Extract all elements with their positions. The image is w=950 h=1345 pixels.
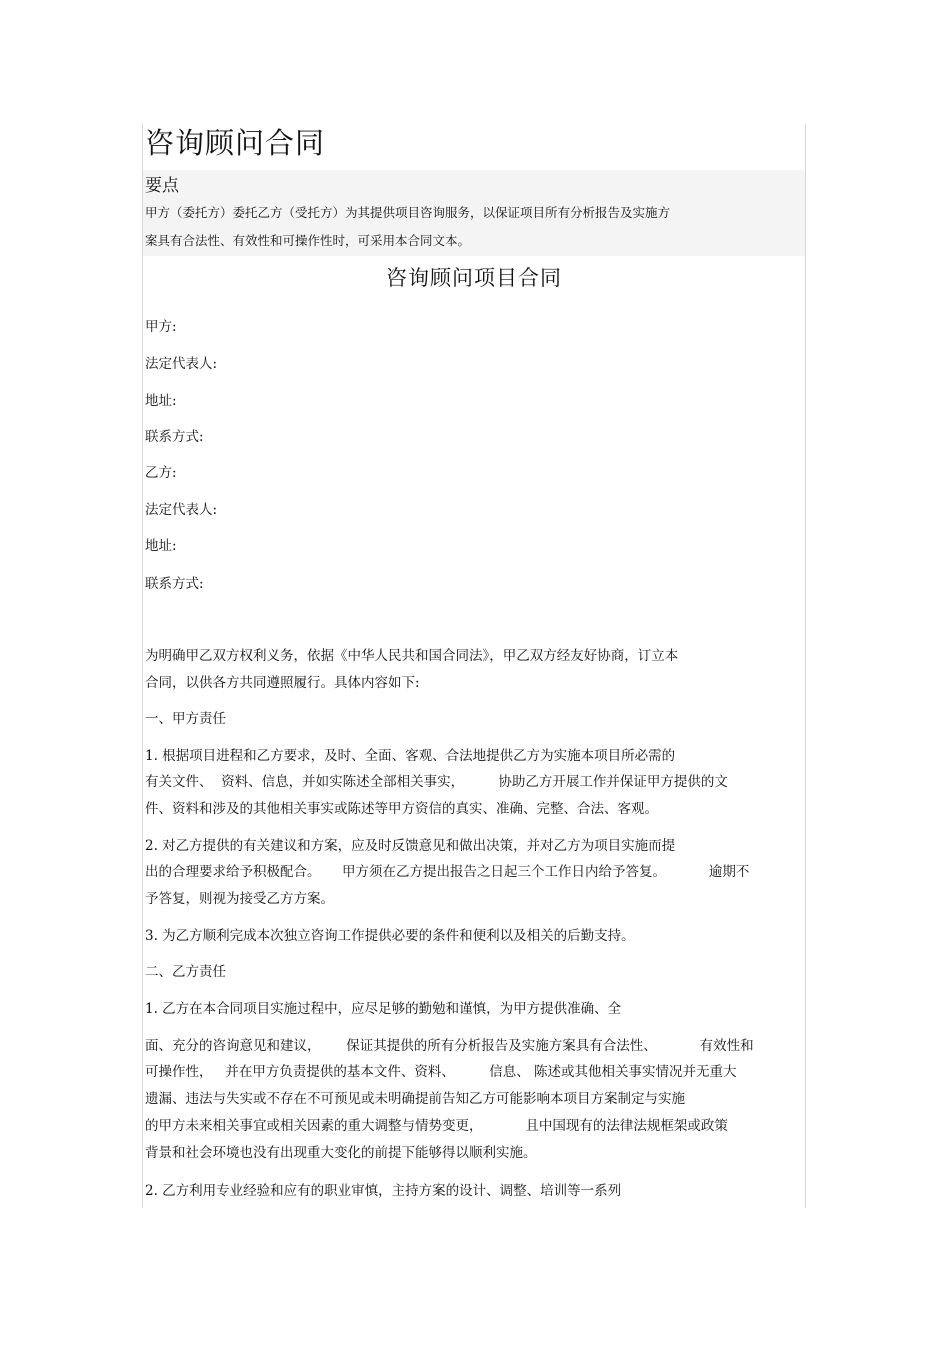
party-field-label: 联系方式: bbox=[145, 576, 204, 592]
body-line: 面、充分的咨询意见和建议， 保证其提供的所有分析报告及实施方案具有合法性、 有效性和 bbox=[145, 1038, 754, 1054]
section-heading: 一、甲方责任 bbox=[145, 711, 226, 727]
body-line: 合同，以供各方共同遵照履行。具体内容如下: bbox=[145, 675, 420, 691]
body-line: 3. 为乙方顺利完成本次独立咨询工作提供必要的条件和便利以及相关的后勤支持。 bbox=[145, 928, 635, 944]
body-line: 1. 根据项目进程和乙方要求，及时、全面、客观、合法地提供乙方为实施本项目所必需的 bbox=[145, 748, 676, 764]
body-line: 的甲方未来相关事宜或相关因素的重大调整与情势变更， 且中国现有的法律法规框架或政策 bbox=[145, 1118, 728, 1134]
body-line: 有关文件、 资料、信息，并如实陈述全部相关事实， 协助乙方开展工作并保证甲方提供的文 bbox=[145, 774, 728, 790]
body-line: 遗漏、违法与失实或不存在不可预见或未明确提前告知乙方可能影响本项目方案制定与实施 bbox=[145, 1091, 685, 1107]
party-field-label: 甲方: bbox=[145, 319, 177, 335]
party-field-label: 地址: bbox=[145, 538, 177, 554]
party-field-label: 地址: bbox=[145, 393, 177, 409]
summary-line: 甲方（委托方）委托乙方（受托方）为其提供项目咨询服务，以保证项目所有分析报告及实施方 bbox=[145, 205, 671, 220]
contract-title: 咨询顾问项目合同 bbox=[386, 266, 562, 290]
body-line: 1. 乙方在本合同项目实施过程中，应尽足够的勤勉和谨慎，为甲方提供准确、全 bbox=[145, 1001, 622, 1017]
party-field-label: 联系方式: bbox=[145, 429, 204, 445]
body-line: 件、资料和涉及的其他相关事实或陈述等甲方资信的真实、准确、完整、合法、客观。 bbox=[145, 801, 658, 817]
summary-heading: 要点 bbox=[145, 176, 179, 196]
body-line: 出的合理要求给予积极配合。 甲方须在乙方提出报告之日起三个工作日内给予答复。 逾期不 bbox=[145, 864, 750, 880]
body-line: 背景和社会环境也没有出现重大变化的前提下能够得以顺利实施。 bbox=[145, 1145, 537, 1161]
body-line: 为明确甲乙双方权利义务，依据《中华人民共和国合同法》，甲乙双方经友好协商，订立本 bbox=[145, 648, 679, 664]
party-field-label: 法定代表人: bbox=[145, 502, 218, 518]
body-line: 2. 对乙方提供的有关建议和方案，应及时反馈意见和做出决策，并对乙方为项目实施而提 bbox=[145, 838, 676, 854]
body-line: 予答复，则视为接受乙方方案。 bbox=[145, 891, 334, 907]
body-line: 2. 乙方利用专业经验和应有的职业审慎，主持方案的设计、调整、培训等一系列 bbox=[145, 1183, 622, 1199]
party-field-label: 法定代表人: bbox=[145, 356, 218, 372]
body-line: 可操作性， 并在甲方负责提供的基本文件、资料、 信息、 陈述或其他相关事实情况并无重大 bbox=[145, 1064, 737, 1080]
section-heading: 二、乙方责任 bbox=[145, 964, 226, 980]
party-field-label: 乙方: bbox=[145, 465, 177, 481]
document-title: 咨询顾问合同 bbox=[145, 126, 326, 160]
summary-line: 案具有合法性、有效性和可操作性时，可采用本合同文本。 bbox=[145, 233, 471, 248]
